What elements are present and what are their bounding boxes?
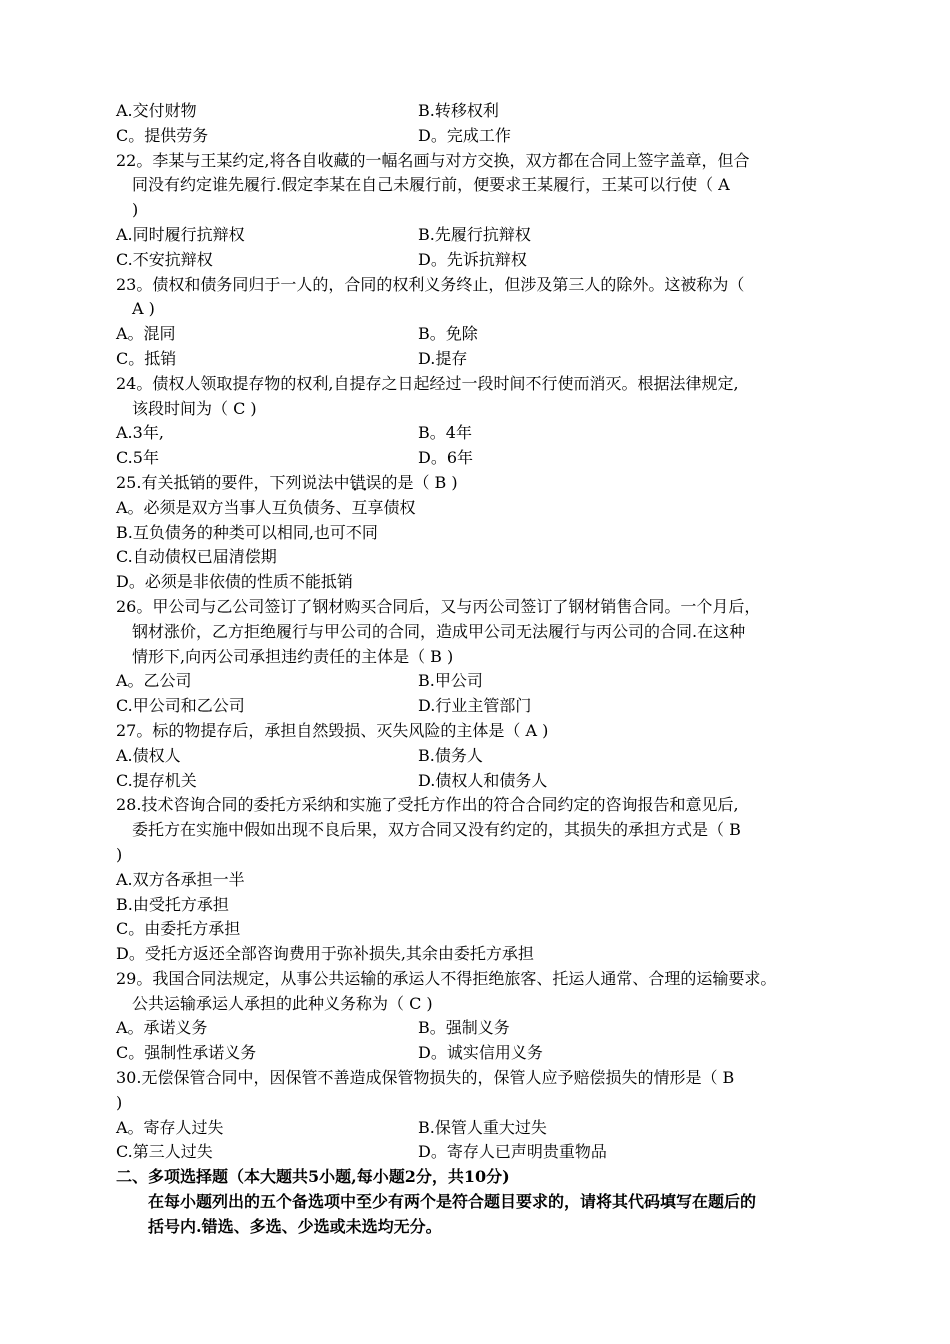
section-instructions: 在每小题列出的五个备选项中至少有两个是符合题目要求的，请将其代码填写在题后的 [148,1192,757,1212]
text-line: A。必须是双方当事人互负债务、互享债权 [116,497,416,517]
text-line: D。受托方返还全部咨询费用于弥补损失,其余由委托方承担 [116,944,534,964]
emphasis-text: 错误 · · [349,473,381,492]
option-right: B.先履行抗辩权 [418,224,531,244]
option-left: A。承诺义务 [116,1018,208,1038]
option-row [116,1116,896,1141]
option-right: D。寄存人已声明贵重物品 [418,1142,607,1162]
option-left: C。提供劳务 [116,125,209,145]
option-row [116,124,896,149]
option-row [116,1140,896,1165]
text-line: 30.无偿保管合同中，因保管不善造成保管物损失的，保管人应予赔偿损失的情形是（ B [116,1068,735,1088]
option-right: B.转移权利 [418,101,499,120]
text-line: 24。债权人领取提存物的权利,自提存之日起经过一段时间不行使而消灭。根据法律规定, [116,373,739,393]
option-row [116,223,896,248]
option-left: A.3年, [116,423,164,443]
text-line: 29。我国合同法规定，从事公共运输的承运人不得拒绝旅客、托运人通常、合理的运输要求。 [116,968,777,988]
text-line: 23。债权和债务同归于一人的，合同的权利义务终止，但涉及第三人的除外。这被称为（ [116,274,745,294]
option-row [116,1016,896,1041]
option-row [116,421,896,446]
option-left: C。抵销 [116,348,177,368]
question-text: 25.有关抵销的要件，下列说法中 [116,472,350,492]
option-row [116,322,896,347]
option-row [116,446,896,471]
exam-page [116,99,896,1240]
text-line: ) [116,844,123,864]
text-line: 该段时间为（ C ) [132,398,257,418]
text-line: 情形下,向丙公司承担违约责任的主体是（ B ) [132,646,454,666]
text-line: 同没有约定谁先履行.假定李某在自己未履行前，便要求王某履行，王某可以行使（ A [132,175,730,195]
option-row [116,1041,896,1066]
text-line: 22。李某与王某约定,将各自收藏的一幅名画与对方交换，双方都在合同上签字盖章，但合 [116,150,750,170]
option-right: B。强制义务 [418,1018,510,1038]
text-line: C。由委托方承担 [116,919,241,939]
option-row [116,769,896,794]
question-text: 的是（ B ) [381,472,458,492]
option-row [116,694,896,719]
option-left: A.债权人 [116,745,181,765]
text-line: 26。甲公司与乙公司签订了钢材购买合同后，又与丙公司签订了钢材销售合同。一个月后， [116,596,761,616]
section-heading: 二、多项选择题（本大题共5小题,每小题2分，共10分) [116,1167,510,1187]
option-left: C。强制性承诺义务 [116,1043,257,1063]
question-line [116,471,896,496]
option-left: A。混同 [116,324,176,344]
text-line: 28.技术咨询合同的委托方采纳和实施了受托方作出的符合合同约定的咨询报告和意见后, [116,795,739,815]
option-left: A.交付财物 [116,101,197,120]
option-row [116,669,896,694]
option-right: D.行业主管部门 [418,696,532,716]
option-right: D。诚实信用义务 [418,1043,543,1063]
section-instructions: 括号内.错选、多选、少选或未选均无分。 [148,1216,442,1236]
option-right: B.债务人 [418,745,483,765]
option-left: A。寄存人过失 [116,1117,224,1137]
text-line: D。必须是非依债的性质不能抵销 [116,572,353,592]
text-line: C.自动债权已届清偿期 [116,547,277,567]
option-right: B。4年 [418,423,472,443]
text-line: A.双方各承担一半 [116,869,245,889]
option-row [116,347,896,372]
option-right: B.保管人重大过失 [418,1117,547,1137]
text-line: A ) [132,299,155,319]
text-line: B.互负债务的种类可以相同,也可不同 [116,522,378,542]
text-line: ) [132,200,139,220]
option-left: C.提存机关 [116,770,197,790]
option-right: B。免除 [418,324,478,344]
option-right: D。先诉抗辩权 [418,249,527,269]
option-row [116,99,896,124]
option-row [116,248,896,273]
text-line: ) [116,1092,123,1112]
option-right: D。完成工作 [418,125,511,145]
option-left: A.同时履行抗辩权 [116,224,245,244]
option-left: C.甲公司和乙公司 [116,696,245,716]
option-row [116,744,896,769]
option-left: C.5年 [116,448,159,468]
option-right: B.甲公司 [418,671,483,691]
option-right: D.提存 [418,348,468,368]
text-line: 公共运输承运人承担的此种义务称为（ C ) [132,993,433,1013]
option-left: C.第三人过失 [116,1142,213,1162]
text-line: 委托方在实施中假如出现不良后果，双方合同又没有约定的，其损失的承担方式是（ B [132,820,741,840]
option-left: A。乙公司 [116,671,192,691]
text-line: 27。标的物提存后，承担自然毁损、灭失风险的主体是（ A ) [116,720,549,740]
text-line: 钢材涨价，乙方拒绝履行与甲公司的合同，造成甲公司无法履行与丙公司的合同.在这种 [132,621,746,641]
option-left: C.不安抗辩权 [116,249,213,269]
option-right: D.债权人和债务人 [418,770,548,790]
text-line: B.由受托方承担 [116,894,229,914]
option-right: D。6年 [418,448,474,468]
